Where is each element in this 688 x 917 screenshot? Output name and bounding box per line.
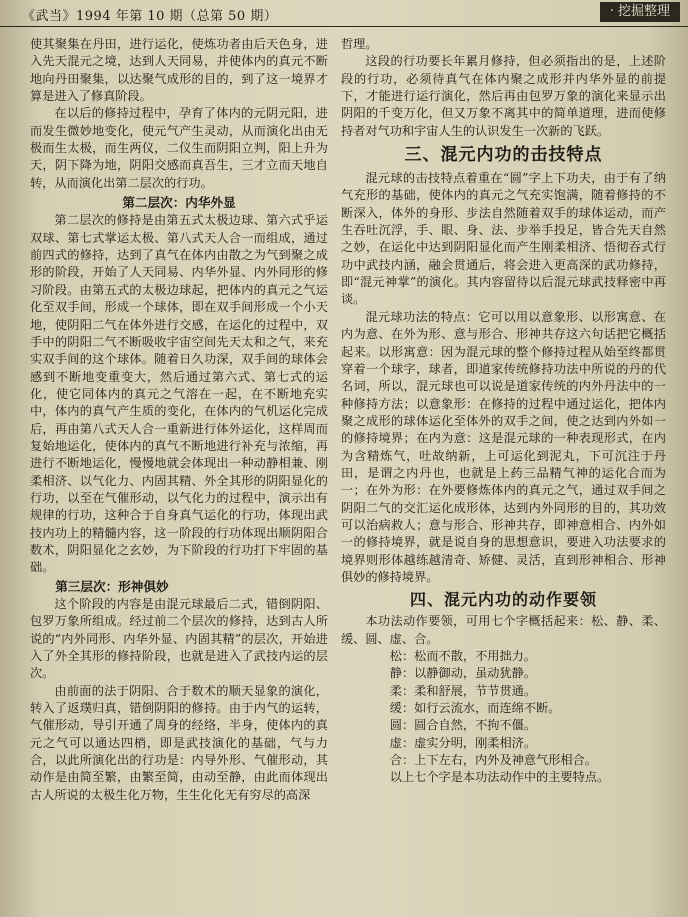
paragraph: 混元球的击技特点着重在“圆”字上下功夫，由于有了纳气充形的基础，使体内的真元之气充实饱满，随着修持的不断深入，体外的身形、步法自然随着双手的球体运动，而产生吞吐沉浮，手、眼、身、法、步举手投足，皆合先天自然之妙，在运化中达到阴阳显化而产生刚柔相济、悟彻吞式行功中武技内涵，融会贯通后，将会进入更高深的武功修持，即“混元神掌”的演化。其内容留待以后混元球武技释密中再谈。 <box>341 171 666 307</box>
list-item: 松：松而不散，不用拙力。 <box>389 649 537 663</box>
paragraph: 混元球功法的特点：它可以用以意象形、以形寓意、在内为意、在外为形、意与形合、形神共存这六句话把它概括起来。以形寓意：因为混元球的整个修持过程从始至终都贯穿着一个球字，球者，即道家传统修持功法中所说的丹的代名词，所以，混元球也可以说是道家传统的内外丹法中的一种修持方法；以意象形：在修持的过程中通过运化，把体内聚之成形的球体运化至体外的双手之间，使之达到内外如一的修持境界；在内为意：这是混元球的一种表现形式，在内为含精炼气，吐故纳新，上可运化到泥丸，下可沉注于丹田，是谓之内丹也，也就是上药三品精气神的运化合而为一；在外为形：在外要修炼体内的真元之气，通过双手间之阴阳二气的交汇运化成形体，达到内外同形的目的，其功效可以治病救人；意与形合、形神共存，即神意相合、内外如一的修持境界，就是说自身的思想意识，要进入功法要求的境界则形体越练越清奇、矫健、灵活，直到形神相合、形神俱妙的修持境界。 <box>341 309 666 584</box>
list-item: 静：以静御动，虽动犹静。 <box>389 666 537 681</box>
section-label: · 挖掘整理 <box>600 2 680 22</box>
paragraph: 由前面的法于阴阳、合于数术的顺天显象的演化，转入了返璞归真，错倒阴阳的修持。由于内气的运转，气催形动，导引开通了周身的经络，半身，使体内的真元之气可以通达四梢，即是武技演化的基础，气与力合，以此所演化出的行功是：内导外形、气催形动，其动作是由简至繁，由繁至简，由动至静，由此而体现出古人所说的太极生化万物，生生化化无有穷尽的高深 <box>30 683 328 802</box>
paragraph: 以上七个字是本功法动作中的主要特点。 <box>389 770 610 785</box>
list-item: 合：上下左右，内外及神意气形相合。 <box>389 753 597 768</box>
paragraph: 哲理。 <box>341 37 378 51</box>
paragraph: 这个阶段的内容是由混元球最后二式，错倒阴阳、包罗万象所组成。经过前二个层次的修持，达到古人所说的“内外同形、内华外显、内固其精”的层次，开始进入了外全其形的修持阶段，也就是进入了武技内运的层次。 <box>30 597 328 681</box>
section-heading: 四、混元内功的动作要领 <box>409 590 597 610</box>
list-item: 缓：如行云流水，而连绵不断。 <box>389 701 561 716</box>
list-item: 柔：柔和舒展，节节贯通。 <box>389 683 537 698</box>
paragraph: 使其聚集在丹田，进行运化，使炼功者由后天色身，进入先天混元之境，达到人天同易，并使体内的真元不断地向丹田聚集，以达聚气成形的目的，到了这一境界才算是进入了修真阶段。 <box>30 37 328 104</box>
paragraph: 第二层次的修持是由第五式太极边球、第六式乎运双球、第七式掌运太极、第八式天人合一而组成，通过前四式的修持，达到了真气在体内由散之为气到聚之成形的阶段，开始了人天同易、内华外显、内外同形的修习阶段。由第五式的太极边球起，把体内的真元之气运化至双手间，形成一个球体，即在双手间形成一个小天地，使阴阳二气在体外进行交感，在运化的过程中，双手中的阴阳二气不断吸收宇宙空间先天太和之气，来充实双手间的这个球体。随着日久功深，双手间的球体会感到不断地变重变大，然后通过第六式、第七式的运化，使它同体内的真元之气溶在一起，在不断地充实中，体内的真气产生质的变化，在体内的气机运化完成后，再由第八式天人合一重新进行体外运化，这样周而复始地运化，使体内的真气不断地进行补充与浓缩，再进行不断地运化，慢慢地就会体现出一种动静相兼、刚柔相济、以气化力、内固其精、外全其形的阴阳显化的行功，以至在气催形动，以气化力的过程中，演示出有规律的行功，这种合于自身真气运化的行功，体现出武技内功上的精髓内容，这一阶段的行功体现出顺阴阳合数术，阴阳显化之玄妙，为下阶段的行功打下牢固的基础。 <box>30 213 328 575</box>
paragraph: 在以后的修持过程中，孕育了体内的元阴元阳，进而发生微妙地变化，使元气产生灵动，从而演化出由无极而生太极，而生两仪，二仪生而阴阳立判，阳上升为天，阴下降为地，阴阳交感而真吾生，三才立而天地自转，从而演化出第二层次的行功。 <box>30 106 328 190</box>
paragraph: 这段的行功要长年累月修持，但必须指出的是，上述阶段的行功，必须待真气在体内聚之成形并内华外显的前提下，才能进行运行演化，然后再由包罗万象的演化来显示出阴阳的千变万化，但又万象不离其中的简单道理，进而使修持者对气功和宇宙人生的认识发生一次新的飞跃。 <box>341 54 666 138</box>
paragraph: 本功法动作要领，可用七个字概括起来：松、静、柔、缓、圆、虚、合。 <box>341 614 666 646</box>
left-column <box>30 36 328 804</box>
right-column <box>341 36 666 787</box>
page-header <box>0 0 688 27</box>
subheading: 第三层次：形神俱妙 <box>55 578 169 594</box>
subheading: 第二层次：内华外显 <box>122 195 236 211</box>
list-item: 虚：虚实分明，刚柔相济。 <box>389 735 537 750</box>
issue-info: 《武当》1994 年第 10 期（总第 50 期） <box>22 9 278 24</box>
list-item: 圆：圆合自然，不拘不僵。 <box>389 718 537 733</box>
section-heading: 三、混元内功的击技特点 <box>404 145 603 166</box>
